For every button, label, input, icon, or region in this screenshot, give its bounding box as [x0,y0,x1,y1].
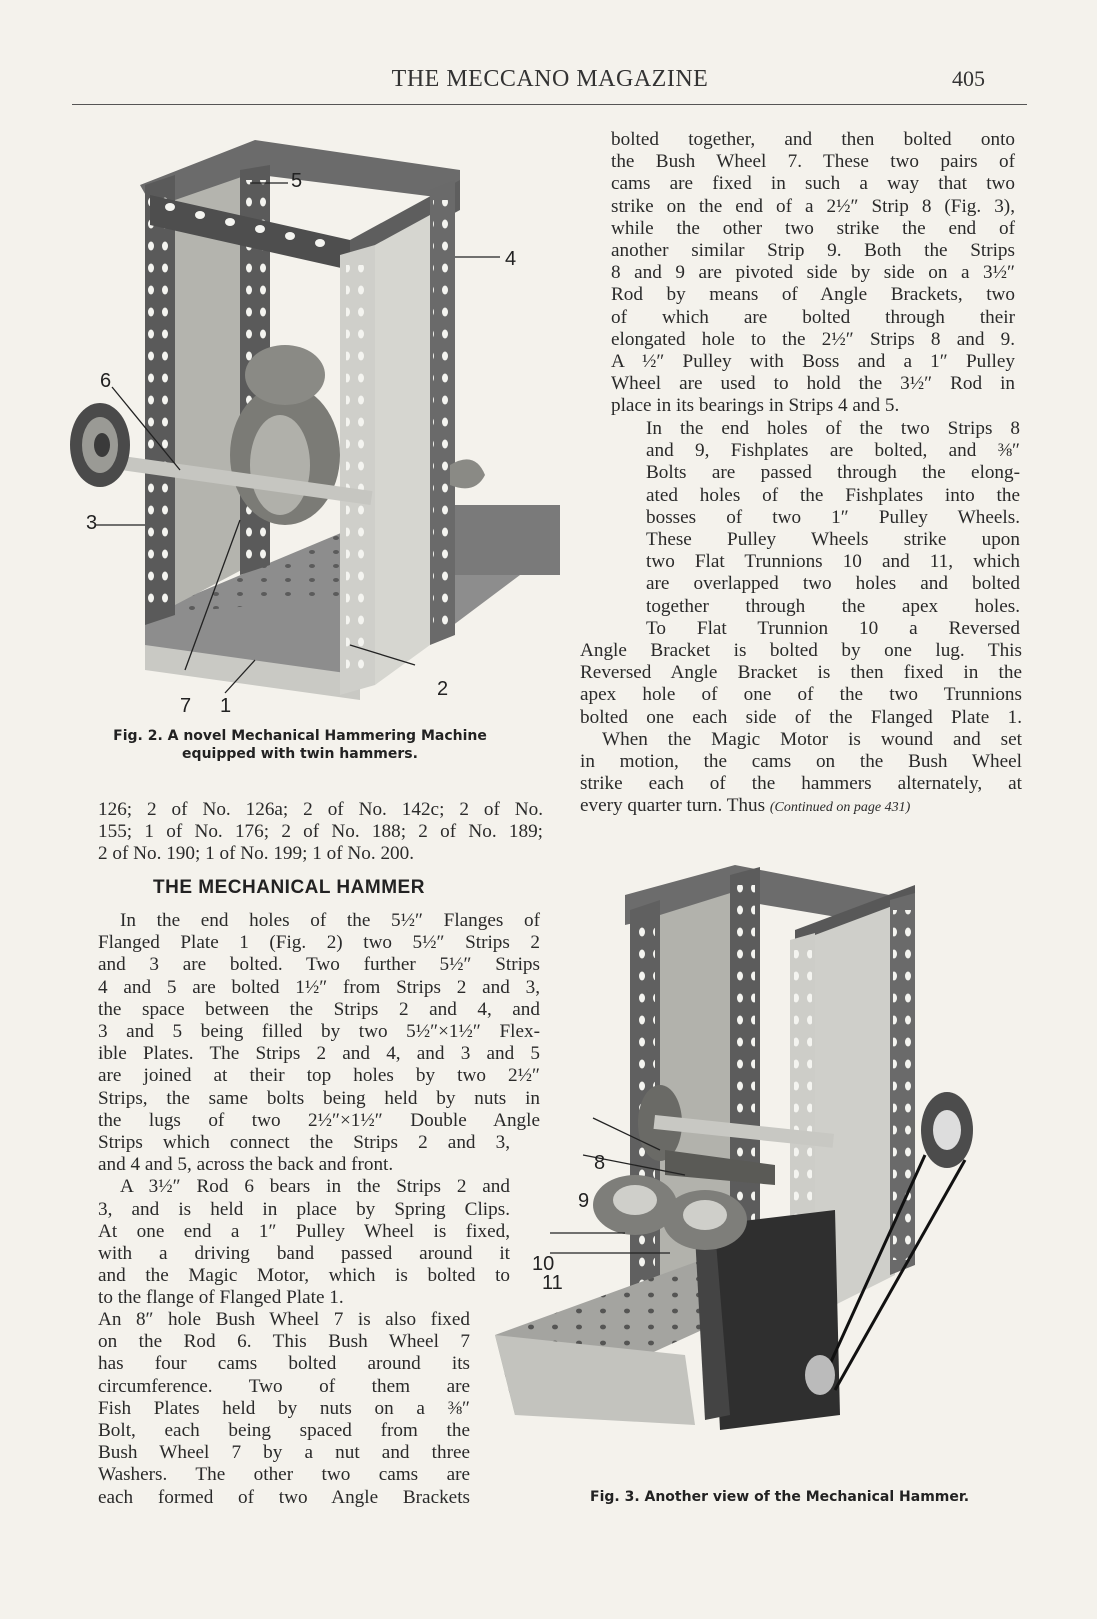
text-line: together through the apex holes. [646,595,1020,617]
header-rule [72,104,1027,105]
text-line: 155; 1 of No. 176; 2 of No. 188; 2 of No. 189; [98,821,543,843]
parts-list [98,799,543,866]
text-line: are overlapped two holes and bolted [646,573,1020,595]
fig3-caption: Fig. 3. Another view of the Mechanical Hammer. [590,1489,970,1505]
text-line: ated holes of the Fishplates into the [646,484,1020,506]
text-line: Wheel are used to hold the 3½″ Rod in [611,373,1015,395]
fig3-label-10: 10 [532,1253,555,1275]
fig3-label-9: 9 [578,1190,590,1212]
text-line: place in its bearings in Strips 4 and 5. [611,395,900,417]
text-line: At one end a 1″ Pulley Wheel is fixed, [98,1220,510,1242]
text-line [580,795,1022,819]
text-line: To Flat Trunnion 10 a Reversed [646,617,1020,639]
text-line: another similar Strip 9. Both the Strips [611,240,1015,262]
text-line: the Bush Wheel 7. These two pairs of [611,151,1015,173]
text-line: strike each of the hammers alternately, at [580,773,1022,795]
text-line: with a driving band passed around it [98,1243,510,1265]
fig2-label-4: 4 [505,248,517,270]
fig2-label-2: 2 [437,678,449,700]
text-line: on the Rod 6. This Bush Wheel 7 [98,1331,470,1353]
text-line: Reversed Angle Bracket is then fixed in the [580,662,1022,684]
magazine-title: THE MECCANO MAGAZINE [391,66,709,92]
fig2-caption [90,727,510,763]
text-line: Bolts are passed through the elong- [646,462,1020,484]
text-line: Rod by means of Angle Brackets, two [611,284,1015,306]
text-line: two Flat Trunnions 10 and 11, which [646,551,1020,573]
text-line: the space between the Strips 2 and 4, and [98,998,540,1020]
fig2-label-5: 5 [291,170,303,192]
text-line: bolted together, and then bolted onto [611,129,1015,150]
text-line: A ½″ Pulley with Boss and a 1″ Pulley [611,351,1015,373]
text-line: A 3½″ Rod 6 bears in the Strips 2 and [120,1176,510,1198]
text-line: elongated hole to the 2½″ Strips 8 and 9. [611,328,1015,350]
text-line: Flanged Plate 1 (Fig. 2) two 5½″ Strips 2 [98,932,540,954]
text-line: bosses of two 1″ Pulley Wheels. [646,506,1020,528]
fig2-caption-line1: Fig. 2. A novel Mechanical Hammering Machine [113,728,487,744]
text-line-part: every quarter turn. Thus [580,795,766,817]
text-line: of which are bolted through their [611,306,1015,328]
text-line: are joined at their top holes by two 2½″ [98,1065,540,1087]
text-line: 126; 2 of No. 126a; 2 of No. 142c; 2 of No. [98,799,543,820]
fig3-label-11: 11 [542,1272,563,1294]
fig2-label-7: 7 [180,695,192,717]
text-line: These Pulley Wheels strike upon [646,529,1020,551]
right-column-bottom [580,640,1022,820]
text-line: An 8″ hole Bush Wheel 7 is also fixed [98,1309,470,1330]
text-line: Strips which connect the Strips 2 and 3, [98,1132,510,1153]
text-line: and 3 are bolted. Two further 5½″ Strips [98,954,540,976]
text-line: bolted one each side of the Flanged Plate 1. [580,706,1022,728]
fig2-label-1: 1 [220,695,232,717]
text-line: circumference. Two of them are [98,1375,470,1397]
text-line: 4 and 5 are bolted 1½″ from Strips 2 and 3, [98,976,540,998]
text-line: Fish Plates held by nuts on a ⅜″ [98,1397,470,1419]
text-line: apex hole of one of the two Trunnions [580,684,1022,706]
fig2-caption-line2: equipped with twin hammers. [182,746,418,762]
text-line: 3, and is held in place by Spring Clips. [98,1198,510,1220]
text-line: and the Magic Motor, which is bolted to [98,1265,510,1287]
text-line: In the end holes of the 5½″ Flanges of [120,910,540,931]
text-line: 2 of No. 190; 1 of No. 199; 1 of No. 200. [98,843,415,865]
left-column-body-narrow-b [98,1309,470,1509]
text-line: the lugs of two 2½″×1½″ Double Angle [98,1109,540,1131]
section-heading: THE MECHANICAL HAMMER [153,877,425,898]
fig2-label-6: 6 [100,370,112,392]
text-line: strike on the end of a 2½″ Strip 8 (Fig. 3), [611,195,1015,217]
text-line: and 4 and 5, across the back and front. [98,1154,394,1176]
text-line: ible Plates. The Strips 2 and 4, and 3 and 5 [98,1043,540,1065]
text-line: to the flange of Flanged Plate 1. [98,1287,344,1309]
text-line: 3 and 5 being filled by two 5½″×1½″ Flex- [98,1021,540,1043]
text-line: In the end holes of the two Strips 8 [646,418,1020,439]
left-column-body-narrow-a [98,1132,510,1310]
text-line: Bush Wheel 7 by a nut and three [98,1442,470,1464]
text-line: each formed of two Angle Brackets [98,1486,470,1508]
fig2-label-3: 3 [86,512,98,534]
text-line: 8 and 9 are pivoted side by side on a 3½″ [611,262,1015,284]
text-line: Strips, the same bolts being held by nuts in [98,1087,540,1109]
figure-3-photo [495,855,1015,1455]
figure-2-photo [60,125,580,715]
text-line: When the Magic Motor is wound and set [602,728,1022,750]
continued-note: (Continued on page 431) [769,800,911,816]
right-column-top [611,129,1015,418]
text-line: Bolt, each being spaced from the [98,1420,470,1442]
text-line: while the other two strike the end of [611,217,1015,239]
text-line: in motion, the cams on the Bush Wheel [580,751,1022,773]
right-column-indent [646,418,1020,640]
text-line: Angle Bracket is bolted by one lug. This [580,640,1022,661]
fig3-label-8: 8 [594,1152,606,1174]
page-number: 405 [952,66,985,91]
text-line: cams are fixed in such a way that two [611,173,1015,195]
text-line: and 9, Fishplates are bolted, and ⅜″ [646,440,1020,462]
text-line: Washers. The other two cams are [98,1464,470,1486]
left-column-body [98,910,540,1132]
text-line: has four cams bolted around its [98,1353,470,1375]
